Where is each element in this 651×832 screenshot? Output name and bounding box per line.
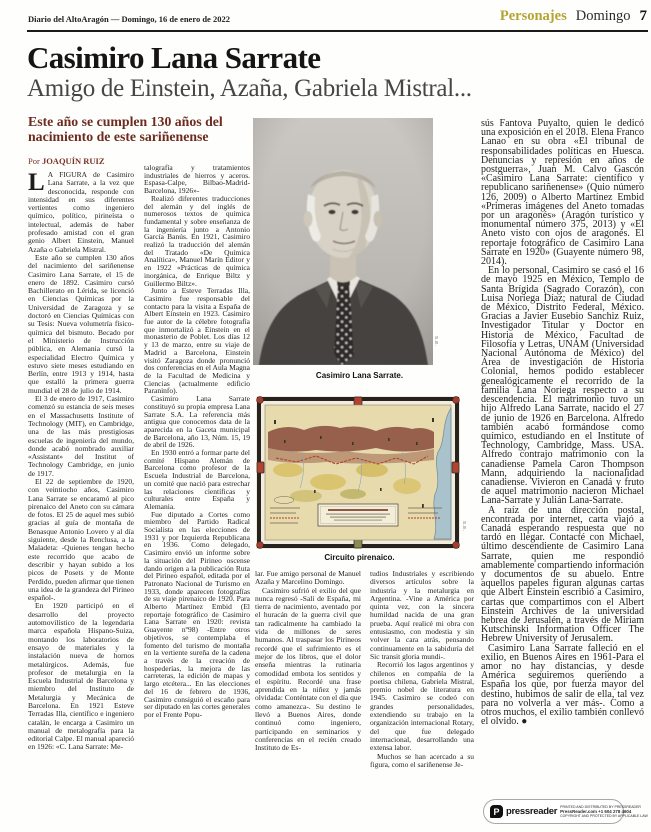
article-paragraph: Casimiro Lana Sarrate falleció en el exilio, en Buenos Aires en 1961-Para el amor no hay distancias, y desde América seguiremos queriendo a España los que, por fuerza mayor del destino, hubimos de salir de ella, tal vez para no volverla a ver más-. Como a otros muchos, el exilio también conllevó el olvido. ● bbox=[481, 642, 644, 728]
article-paragraph: talografía y tratamientos industriales de hierros y aceros. Espasa-Calpe, Bilbao-Madrid-Barcelona, 1926»- bbox=[144, 164, 250, 196]
day-name: Domingo bbox=[575, 8, 631, 24]
portrait-credit: S.E. bbox=[434, 336, 439, 347]
article-paragraph bbox=[28, 171, 134, 254]
pressreader-line1: PRINTED AND DISTRIBUTED BY PRESSREADER bbox=[560, 804, 641, 809]
header-rule bbox=[27, 30, 648, 32]
article-lead bbox=[28, 114, 268, 145]
map-graphic bbox=[256, 396, 460, 549]
lead-line-2: nacimiento de este sariñenense bbox=[28, 129, 209, 145]
article-paragraph: tudios Industriales y escribiendo diversos artículos sobre la industria y la metalurgia en Argentina. -Vine a América por quinta vez, con la sincera humildad nacida de una gran prueba. Aquí realicé mi obra con entusiasmo, con modestia y sin volver la cara atrás, pensando continuamente en la sabiduría del Sic transit gloria mundi-. bbox=[370, 570, 474, 661]
pressreader-bar bbox=[483, 799, 648, 824]
pressreader-line2: PressReader.com +1 604 278 4604 bbox=[560, 809, 632, 814]
article-paragraph: En 1920 participó en el desarrollo del proyecto automovilístico de la legendaria marca española Hispano-Suiza, montando los laboratorios de ensayo de materiales y la instalación nueva de hornos metalúrgicos. Además, fue profesor de metalurgia en la Escuela Industrial de Barcelona y miembro del Instituto de Metalurgia y Mecánica de Barcelona. En 1921 Esteve Terradas Illa, científico e ingeniero catalán, le encarga a Casimiro un manual de metalografía para la editorial Calpe. El manual apareció en 1926: «C. Lana Sarrate: Me- bbox=[28, 601, 134, 752]
article-paragraph: En lo personal, Casimiro se casó el 16 de mayo 1925 en México, Templo de Santa Brígida (Sagrado Corazón), con Luisa Noriega Díaz; natural de Ciudad de México, Distrito Federal, México. Gracias a Javier Eusebio Sanchiz Ruiz, Investigador Titular y Doctor en Historia de México, Facultad de Filosofía y Letras, UNAM (Universidad Nacional Autónoma de México) del Área de investigación de Historia Colonial, hemos podido establecer genealógicamente el recorrido de la familia Lana Noriega respecto a su descendencia. El matrimonio tuvo un hijo Alfredo Lana Sarrate, nacido el 27 de junio de 1926 en Barcelona. Alfredo también acabó formándose como químico, estudiando en el Institute of Technology, Cambridge, Mass. USA. Alfredo contrajo matrimonio con la canadiense Pamela Caron Thompson Mann, adquiriendo la nacionalidad canadiense. Vivieron en Canadá y fruto de aquel matrimonio nacieron Michael Lana-Sarrate y Julián Lana-Sarrate. bbox=[481, 265, 644, 507]
masthead-date: Diario del AltoAragón — Domingo, 16 de enero de 2022 bbox=[28, 14, 230, 24]
map-credit: S.E. bbox=[462, 521, 467, 532]
article-paragraph: Junto a Esteve Terradas Illa, Casimiro fue responsable del contacto para la visita a España de Albert Einstein en 1923. Casimiro fue autor de la célebre fotografía que inmortalizó a Einstein en el monasterio de Poblet. Los días 12 y 13 de marzo, entre su viaje de Madrid a Barcelona, Einstein visitó Zaragoza donde pronunció dos conferencias en el Aula Magna de la Facultad de Medicina y Ciencias (actualmente edificio Paraninfo). bbox=[144, 286, 250, 396]
article-subheadline: Amigo de Einstein, Azaña, Gabriela Mistral... bbox=[27, 75, 472, 102]
article-paragraph: lar. Fue amigo personal de Manuel Azaña y Marcelino Domingo. bbox=[255, 570, 361, 587]
article-column-4 bbox=[370, 570, 474, 792]
article-paragraph: Recorrió los lagos argentinos y chilenos en compañía de la poetisa chilena, Gabriela Mistral, premio nobel de literatura en 1945. Casimiro se codeó con grandes personalidades, extendiendo su trabajo en la organización internacional Rotary, del que fue delegado internacional, desarrollando una extensa labor. bbox=[370, 660, 474, 753]
pressreader-line3: COPYRIGHT AND PROTECTED BY APPLICABLE LAW bbox=[560, 814, 648, 818]
article-headline: Casimiro Lana Sarrate bbox=[27, 40, 321, 75]
portrait-photo bbox=[253, 118, 433, 365]
masthead-section-block bbox=[500, 8, 647, 25]
map-caption: Circuito pirenaico. bbox=[324, 553, 395, 562]
article-column-3 bbox=[255, 570, 361, 792]
pyrenees-map-image bbox=[256, 396, 460, 549]
paragraph-text: A FIGURA de Casimiro Lana Sarrate, a la vez que desconocida, responde con intensidad en sus diferentes vertientes como ingeniero químico, político, pirineísta o intelectual, además de haber profesado amistad con el gran genio Albert Einstein, Manuel Azaña o Gabriela Mistral. bbox=[28, 171, 134, 254]
article-column-5 bbox=[481, 119, 644, 775]
article-paragraph: El 3 de enero de 1917, Casimiro comenzó su estancia de seis meses en el Massachusetts Institute of Technology (MIT), en Cambridge, una de las más prestigiosas escuelas de ingeniería del mundo, donde acabó nombrado auxiliar «Assistant» del Institut of Technology Cambridge, en junio de 1917. bbox=[28, 394, 134, 478]
byline-prefix: Por bbox=[28, 156, 42, 166]
byline bbox=[28, 156, 105, 166]
pressreader-logo-icon: P bbox=[490, 805, 503, 818]
portrait-photo-graphic bbox=[253, 118, 433, 365]
article-column-1 bbox=[28, 171, 134, 791]
article-paragraph: Realizó diferentes traducciones del alemán y del inglés de numerosos textos de química fundamental y sobre enseñanza de la ingeniería junto a Antonio García Banús. En 1921, Casimiro realizó la traducción del alemán del Tratado «De Química Analítica», Manuel Marín Editor y en 1922 «Prácticas de química inorgánica, de Enrique Biltz y Guillermo Biltz». bbox=[144, 193, 250, 288]
byline-author: JOAQUÍN RUIZ bbox=[41, 156, 105, 166]
article-paragraph: sús Fantova Puyalto, quien le dedicó una exposición en el 2018. Elena Franco Lanao en su obra «El tribunal de responsabilidades políticas en Huesca. Denuncias y represión en años de postguerra», Juan M. Calvo Gascón «Casimiro Lana Sarrate: científico y republicano sariñenense» (Quio número 126, 2009) o Alberto Martínez Embid «Primeras imágenes del Aneto tomadas por un aragonés» (Aragón turístico y monumental número 375, 2013) y «El Aneto visto con ojos de aragonés. El reportaje fotográfico de Casimiro Lana Sarrate en 1920» (Guayente número 98, 2014). bbox=[481, 119, 644, 268]
article-paragraph: En 1930 entró a formar parte del comité Hispano Alemán de Barcelona como profesor de la Escuela Industrial de Barcelona, un comité que nació para estrechar las relaciones científicas y culturales entre España y Alemania. bbox=[144, 448, 250, 511]
article-paragraph: A raíz de una dirección postal, encontrada por internet, carta viajó a Canadá esperando respuesta que no tardó en llegar. Contacté con Michael, último descendiente de Casimiro Lana Sarrate, quien me respondió amablemente compartiendo información y documentos de su abuelo. Entre aquellos papeles figuran algunas cartas que Albert Einstein escribió a Casimiro, cartas que compartimos con el Albert Einstein Archives de la universidad hebrea de Jerusalén, a través de Miriam Kutschinski Information Officer The Hebrew University of Jerusalem. bbox=[481, 504, 644, 645]
page-number: 7 bbox=[639, 8, 647, 24]
drop-cap: L bbox=[28, 171, 45, 196]
pressreader-fineprint bbox=[560, 805, 648, 819]
article-paragraph: El 22 de septiembre de 1920, con veintiocho años, Casimiro Lana Sarrate se encaramó al pico pirenaico del Aneto con su cámara de fotos. El 25 de aquel mes subió gracias al guía de montaña de Benasque Antonio Lovero y al día siguiente, desde la Renclusa, a la Maladeta: -Quienes tengan hecho este recorrido que acabo de describir y hayan subido a los picos de Posets y de Monte Perdido, pueden afirmar que tienen una idea de la grandeza del Pirineo español-. bbox=[28, 476, 134, 603]
section-name: Personajes bbox=[499, 8, 567, 24]
lead-line-1: Este año se cumplen 130 años del bbox=[28, 114, 223, 129]
article-paragraph: Este año se cumplen 130 años del nacimiento del sariñenense Casimiro Lana Sarrate, el 15 de enero de 1892. Casimiro cursó Bachillerato en Lérida, se licenció en Ciencias Químicas por la Universidad de Zaragoza y se doctoró en Ciencias Químicas con su Tesis: Nueva volumetría físico-química del bismuto. Becado por el Ministerio de Instrucción pública, en Alemania cursó la especialidad Electro Química y estuvo siete meses estudiando en Berlín, entre 1913 y 1914, hasta que estalló la primera guerra mundial el 28 de julio de 1914. bbox=[28, 252, 134, 395]
article-paragraph: Fue diputado a Cortes como miembro del Partido Radical Socialista en las elecciones de 1931 y por Izquierda Republicana en 1936. Como delegado, Casimiro envió un informe sobre la situación del Pirineo oscense dando origen a la publicación Ruta del Pirineo español, editada por el Patronato Nacional de Turismo en 1933, donde aparecen fotografías de su viaje pirenaico de 1920. Para Alberto Martínez Embid (El reportaje fotográfico de Casimiro Lana Sarrate en 1920: revista Guayente nº98) -Entre otros objetivos, se contemplaba el fomento del turismo de montaña en la vertiente sureña de la cadena a través de la creación de hospederías, la mejora de las carreteras, la edición de mapas y largo etcétera... En las elecciones del 16 de febrero de 1936, Casimiro consiguió el escaño para ser diputado en las cortes generales por el Frente Popu- bbox=[144, 509, 250, 719]
article-paragraph: Casimiro sufrió el exilio del que nunca regresó -Salí de España, mi tierra de nacimiento, aventado por el huracán de la guerra civil que tan radicalmente ha cambiado la vida de millones de seres humanos. Al traspasar los Pirineos recordé que el sufrimiento es el mejor de los libros, que el dolor enseña mientras la rutinaria comodidad embota los sentidos y el espíritu. Recordé una frase aprendida en la niñez y jamás olvidada: Conténtate con el día que como amanezca-. Su destino le llevó a Buenos Aires, donde continuó como ingeniero, participando en seminarios y conferencias en el recién creado Instituto de Es- bbox=[255, 585, 361, 753]
pressreader-brand: pressreader bbox=[506, 806, 558, 817]
article-paragraph: Casimiro Lana Sarrate constituyó su propia empresa Lana Sarrate S.A. La referencia más antigua que conocemos data de la aparecida en la Gaceta municipal de Barcelona, año 13, Núm. 15, 19 de abril de 1926. bbox=[144, 394, 250, 450]
article-paragraph: Muchos se han acercado a su figura, como el sariñenense Je- bbox=[370, 751, 474, 769]
portrait-caption: Casimiro Lana Sarrate. bbox=[315, 371, 404, 380]
article-column-2 bbox=[144, 164, 250, 791]
